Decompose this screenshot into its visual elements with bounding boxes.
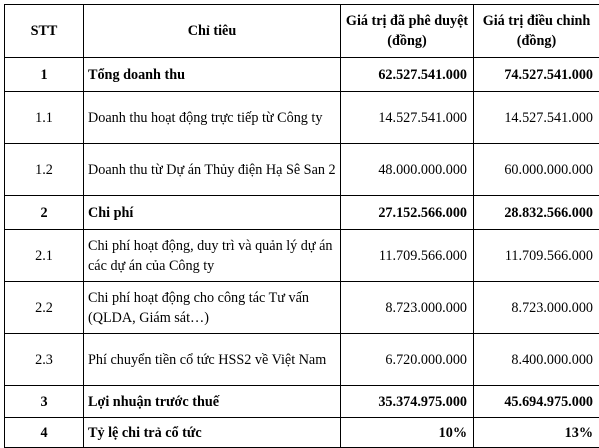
- row-approved: 27.152.566.000: [341, 196, 474, 230]
- row-adjusted: 74.527.541.000: [474, 58, 599, 92]
- financial-table: [4, 4, 599, 448]
- row-approved: 6.720.000.000: [341, 334, 474, 386]
- header-adjusted: Giá trị điều chỉnh (đồng): [474, 5, 599, 58]
- row-stt: 2.1: [5, 230, 84, 282]
- table-row: [5, 196, 599, 230]
- row-desc: Tỷ lệ chi trả cổ tức: [84, 418, 341, 448]
- row-adjusted: 13%: [474, 418, 599, 448]
- table-row: [5, 230, 599, 282]
- row-stt: 2.3: [5, 334, 84, 386]
- row-stt: 1.1: [5, 92, 84, 144]
- row-adjusted: 8.400.000.000: [474, 334, 599, 386]
- row-approved: 10%: [341, 418, 474, 448]
- row-desc: Chi phí hoạt động, duy trì và quản lý dự án các dự án của Công ty: [84, 230, 341, 282]
- table-row: [5, 334, 599, 386]
- row-stt: 2.2: [5, 282, 84, 334]
- header-desc: Chỉ tiêu: [84, 5, 341, 58]
- row-approved: 48.000.000.000: [341, 144, 474, 196]
- row-stt: 1.2: [5, 144, 84, 196]
- table-row: [5, 92, 599, 144]
- table-row: [5, 418, 599, 448]
- table-row: [5, 58, 599, 92]
- row-desc: Tổng doanh thu: [84, 58, 341, 92]
- row-approved: 62.527.541.000: [341, 58, 474, 92]
- row-approved: 11.709.566.000: [341, 230, 474, 282]
- table-row: [5, 144, 599, 196]
- row-adjusted: 28.832.566.000: [474, 196, 599, 230]
- row-desc: Phí chuyển tiền cổ tức HSS2 về Việt Nam: [84, 334, 341, 386]
- header-approved: Giá trị đã phê duyệt (đồng): [341, 5, 474, 58]
- row-adjusted: 60.000.000.000: [474, 144, 599, 196]
- row-adjusted: 14.527.541.000: [474, 92, 599, 144]
- row-approved: 14.527.541.000: [341, 92, 474, 144]
- row-desc: Doanh thu hoạt động trực tiếp từ Công ty: [84, 92, 341, 144]
- header-stt: STT: [5, 5, 84, 58]
- row-desc: Doanh thu từ Dự án Thủy điện Hạ Sê San 2: [84, 144, 341, 196]
- row-desc: Lợi nhuận trước thuế: [84, 386, 341, 418]
- row-adjusted: 11.709.566.000: [474, 230, 599, 282]
- table-row: [5, 282, 599, 334]
- table-row: [5, 386, 599, 418]
- table-header-row: [5, 5, 599, 58]
- row-adjusted: 8.723.000.000: [474, 282, 599, 334]
- row-stt: 3: [5, 386, 84, 418]
- row-desc: Chi phí: [84, 196, 341, 230]
- row-stt: 4: [5, 418, 84, 448]
- row-approved: 35.374.975.000: [341, 386, 474, 418]
- row-approved: 8.723.000.000: [341, 282, 474, 334]
- row-stt: 1: [5, 58, 84, 92]
- row-adjusted: 45.694.975.000: [474, 386, 599, 418]
- row-stt: 2: [5, 196, 84, 230]
- row-desc: Chi phí hoạt động cho công tác Tư vấn (QLDA, Giám sát…): [84, 282, 341, 334]
